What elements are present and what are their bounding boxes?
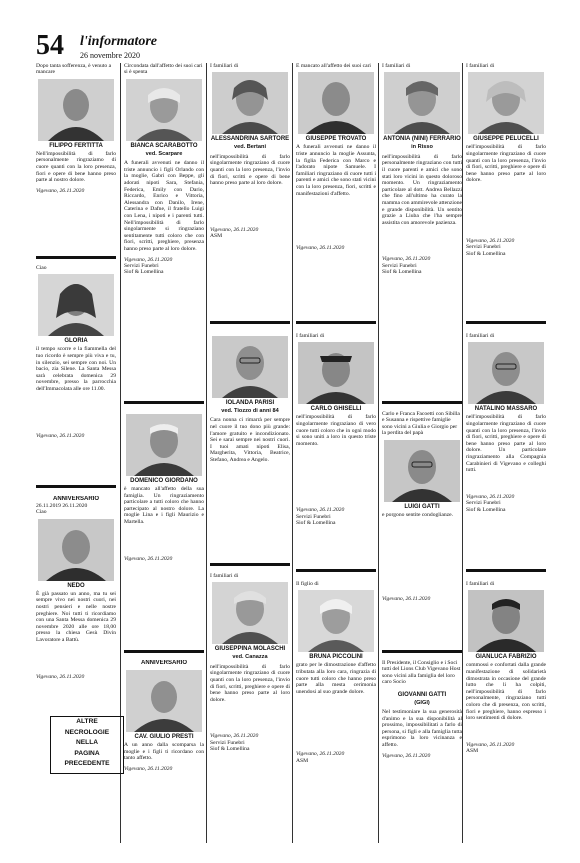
notice-place-date: Vigevano, 26.11.2020 xyxy=(124,555,173,562)
column-rule xyxy=(462,63,463,843)
deceased-name: NEDO xyxy=(67,582,85,589)
funeral-service: Servizi Funebri xyxy=(124,262,159,269)
more-obituaries-box xyxy=(50,716,124,774)
obituary-notice xyxy=(210,333,290,464)
deceased-name: DOMENICO GIORDANO xyxy=(130,478,198,484)
notice-intro: Ciao xyxy=(36,509,47,516)
portrait-photo xyxy=(298,72,374,134)
deceased-name: GIUSEPPE TROVATO xyxy=(305,136,367,143)
column-rule xyxy=(378,63,379,843)
portrait-photo xyxy=(468,590,544,652)
obituary-notice xyxy=(296,63,376,252)
funeral-service: ASM xyxy=(466,748,479,755)
notice-intro: Circondata dall'affetto dei suoi cari si è spenta xyxy=(124,63,203,76)
deceased-married-name: in Risso xyxy=(411,144,433,151)
obituary-notice xyxy=(36,496,116,680)
deceased-name: CARLO GHISELLI xyxy=(310,406,362,413)
deceased-married-name: ved. Bertani xyxy=(233,144,267,151)
notice-text: nell'impossibilità di farlo singolarmente ringraziano di cuore quanti con la loro presenza, l'invio di fiori, scritti, preghiere e opere di bene hanno preso parte al loro dolore. xyxy=(210,663,290,703)
deceased-name: CAV. GIULIO PRESTI xyxy=(134,734,194,740)
portrait-photo xyxy=(126,414,202,476)
notice-intro: I familiari di xyxy=(466,581,495,587)
funeral-service-name: Siof & Lomellina xyxy=(210,746,250,753)
portrait-photo xyxy=(384,440,460,502)
notice-text: È già passato un anno, ma tu sei sempre vivo nei nostri cuori, nei nostri pensieri e nelle nostre preghiere. Noi tutti ti ricordiamo con una Santa Messa domenica 29 novembre 2020 alle ore 18,00 presso la chiesa Gesù Divin Lavoratore a Battù. xyxy=(36,590,116,643)
notice-separator xyxy=(382,401,462,404)
notice-text: nell'impossibilità di farlo personalmente ringraziano con tutti il cuore parenti e amici che sono stati loro vicini in questo doloroso momento. Un ringraziamento particolare al dott. Andrea Bellazzi che fino all'ultimo ha curato la mamma con ammirevole attenzione e grande disponibilità. Un sentito grazie a Liuba che l'ha sempre assistita con amorevole pazienza. xyxy=(382,153,462,226)
notice-text: Cara nonna ci rimarrà per sempre nel cuore il tuo dono più grande: l'amore gratuito e incondizionato. Sei e sarai sempre nei nostri cuori. I tuoi amati nipoti Elisa, Margherita, Vittoria, Beatrice, Stefano, Andrea e Angelo. xyxy=(210,417,290,463)
notice-separator xyxy=(36,256,116,259)
obituary-notice xyxy=(382,411,462,603)
deceased-name: GIOVANNI GATTI xyxy=(397,691,447,698)
portrait-photo xyxy=(212,582,288,644)
notice-intro: Dopo tanta sofferenza, è venuto a mancare xyxy=(36,63,112,76)
notice-place-date: Vigevano, 26.11.2020 xyxy=(36,432,85,439)
obituary-notice xyxy=(382,63,462,276)
notice-place-date: Vigevano, 26.11.2020 xyxy=(382,752,431,759)
obituaries-grid xyxy=(36,63,544,843)
notice-separator xyxy=(124,650,204,653)
notice-text: è mancato all'affetto della sua famiglia. Un ringraziamento particolare a tutti coloro che hanno partecipato al nostro dolore. La moglie Lina e i figli Maurizio e Martella. xyxy=(124,486,204,525)
portrait-photo xyxy=(384,72,460,134)
notice-place-date: Vigevano, 26.11.2020 xyxy=(296,245,345,252)
notice-text: A un anno dalla scomparsa la moglie e i figli ti ricordano con tanto affetto. xyxy=(124,742,204,762)
obituary-notice xyxy=(382,660,462,759)
obituary-notice xyxy=(210,63,290,240)
notice-text: e porgono sentite condoglianze. xyxy=(382,511,454,518)
notice-place-date: Vigevano, 26.11.2020 xyxy=(382,596,431,603)
deceased-name: IOLANDA PARISI xyxy=(225,400,275,406)
obituary-notice xyxy=(296,333,376,527)
notice-separator xyxy=(466,569,546,572)
notice-intro: I familiari di xyxy=(466,63,495,69)
notice-place-date: Vigevano, 26.11.2020 xyxy=(296,751,345,758)
portrait-photo xyxy=(298,342,374,404)
notice-text: Nel testimoniare la sua generosità d'animo e la sua disponibilità al prossimo, impossibilitati a farlo di persona, si figli e alla famiglia tutta esprimono la loro vicinanza e affetto. xyxy=(382,709,462,748)
portrait-photo xyxy=(212,72,288,134)
funeral-service: Servizi Funebri xyxy=(466,244,501,251)
anniversary-dates: 26.11.2019 26.11.2020 xyxy=(36,503,88,509)
deceased-name: LUIGI GATTI xyxy=(404,503,440,510)
notice-text: A funerali avvenuti ne danno il triste annuncio la moglie Assunta, la figlia Federica con Marco e l'adorato nipote Samuele. I familiari ringraziano di cuore tutti i parenti e amici che sono stati vicini con la loro presenza, fiori, scritti e manifestazioni d'affetto. xyxy=(296,144,376,197)
newspaper-brand: l'informatore xyxy=(80,34,158,49)
notice-separator xyxy=(296,321,376,324)
more-box-line: NELLA xyxy=(76,739,98,747)
notice-intro: I familiari di xyxy=(296,333,325,339)
deceased-married-name: ved. Scarpare xyxy=(145,150,183,157)
funeral-service: Servizi Funebri xyxy=(210,739,245,746)
notice-place-date: Vigevano, 26.11.2020 xyxy=(36,673,85,680)
obituary-notice xyxy=(124,411,204,562)
obituary-notice xyxy=(296,581,376,764)
notice-separator xyxy=(382,650,462,653)
notice-intro: I familiari di xyxy=(210,63,239,69)
notice-text: grato per le dimostrazione d'affetto tributata alla loro cara, ringrazia di cuore tutti coloro che hanno preso parte alla mesta cerimonia unendosi al suo grande dolore. xyxy=(296,662,376,695)
portrait-photo xyxy=(126,670,202,732)
notice-text: il tempo scorre e la fiammella del tuo ricordo è sempre più viva e tu, in silenzio, sei sempre con noi. Un bacio, zia Silene. La Santa Messa sarà celebrata domenica 29 novembre, presso la parrocchia dell'Immacolata alle ore 11.00. xyxy=(36,346,116,392)
page-number: 54 xyxy=(36,30,64,61)
column-rule xyxy=(292,63,293,843)
obituary-notice xyxy=(124,660,204,772)
deceased-name: ANTONIA (NINI) FERRARIO xyxy=(383,136,461,143)
deceased-married-name: ved. Canazza xyxy=(232,654,268,661)
page-header xyxy=(36,32,556,60)
notice-intro: Il Presidente, il Consiglio e i Soci tutti del Lions Club Vigevano Host sono vicini alla famiglia del loro caro Socio xyxy=(382,660,461,686)
column-5 xyxy=(382,63,462,843)
deceased-name: GLORIA xyxy=(64,338,88,345)
funeral-service: ASM xyxy=(296,757,309,764)
deceased-name: GIANLUCA FABRIZIO xyxy=(475,654,537,661)
notice-place-date: Vigevano, 26.11.2020 xyxy=(466,237,515,244)
funeral-service-name: Siof & Lomellina xyxy=(466,250,506,257)
deceased-married-name: ved. Tiozzo di anni 84 xyxy=(221,408,279,414)
notice-place-date: Vigevano, 26.11.2020 xyxy=(210,733,259,740)
funeral-service-name: Siof & Lomellina xyxy=(296,520,336,527)
obituary-notice xyxy=(124,63,204,276)
notice-intro: È mancato all'affetto dei suoi cari xyxy=(296,63,371,69)
deceased-nickname: (GIGI) xyxy=(414,699,430,706)
notice-place-date: Vigevano, 26.11.2020 xyxy=(124,256,173,263)
notice-place-date: Vigevano, 26.11.2020 xyxy=(210,226,259,233)
column-rule xyxy=(206,63,207,843)
deceased-name: ALESSANDRINA SARTORE xyxy=(210,136,290,143)
notice-separator xyxy=(124,401,204,404)
funeral-service: Servizi Funebri xyxy=(382,262,417,269)
notice-intro: I familiari di xyxy=(210,573,239,579)
portrait-photo xyxy=(126,79,202,141)
notice-separator xyxy=(210,563,290,566)
column-6 xyxy=(466,63,546,843)
portrait-photo xyxy=(38,519,114,581)
notice-text: A funerali avvenuti ne danno il triste annuncio i figli Orlando con la moglie, Gabri con Beppe, gli adorati nipoti Sara, Stefania, Federica, Emily con Dario, Riccardo, Enrico e Vittoria, Alessandra con Danilo, Irene, Caterina e Dafne, il fratello Luigi con Lena, i nipoti e i parenti tutti. Nell'impossibilità di farlo singolarmente si ringraziano sentitamente tutti coloro che con fiori, scritti, preghiere, presenza hanno preso parte al loro dolore. xyxy=(124,160,204,252)
notice-intro: I familiari di xyxy=(466,333,495,339)
notice-separator xyxy=(296,569,376,572)
column-3 xyxy=(210,63,290,843)
deceased-name: GIUSEPPE PELUCELLI xyxy=(473,136,539,143)
obituary-notice xyxy=(36,265,116,439)
notice-place-date: Vigevano, 26.11.2020 xyxy=(296,507,345,514)
portrait-photo xyxy=(38,79,114,141)
notice-separator xyxy=(466,321,546,324)
notice-text: Nell'impossibilità di farlo personalmente ringraziamo di cuore quanti con la loro presenza, fiori e opere di bene hanno preso parte al nostro dolore. xyxy=(36,150,116,184)
funeral-service-name: Siof & Lomellina xyxy=(466,506,506,513)
deceased-name: FILIPPO FERTITTA xyxy=(49,142,103,149)
notice-text: nell'impossibilità di farlo singolarmente ringraziano di vero cuore tutti coloro che in ogni modo si sono uniti a loro in questo triste momento. xyxy=(296,414,376,447)
portrait-photo xyxy=(298,590,374,652)
funeral-service: ASM xyxy=(210,233,223,240)
notice-text: nell'impossibilità di farlo singolarmente ringraziano di cuore quanti con la loro presenza, l'invio di fiori, scritti, preghiere e opere di bene hanno preso parte al loro dolore. xyxy=(466,144,546,184)
funeral-service-name: Siof & Lomellina xyxy=(382,269,422,276)
obituary-notice xyxy=(466,63,546,257)
anniversary-label: ANNIVERSARIO xyxy=(140,660,187,666)
notice-intro: Ciao xyxy=(36,265,47,271)
anniversary-label: ANNIVERSARIO xyxy=(52,496,99,502)
obituary-notice xyxy=(466,333,546,513)
more-box-line: PAGINA xyxy=(74,749,100,757)
column-1 xyxy=(36,63,116,843)
portrait-photo xyxy=(212,336,288,398)
notice-place-date: Vigevano, 26.11.2020 xyxy=(382,256,431,263)
obituary-notice xyxy=(36,63,116,194)
notice-intro: Carlo e Franca Facoetti con Sibilla e Susanna e rispettive famiglie sono vicini a Giulia e Giorgio per la perdita del papà xyxy=(382,411,460,437)
obituary-notice xyxy=(466,581,546,755)
deceased-name: BIANCA SCARABOTTO xyxy=(130,142,198,149)
column-2 xyxy=(124,63,204,843)
obituary-notice xyxy=(210,573,290,753)
portrait-photo xyxy=(468,342,544,404)
portrait-photo xyxy=(468,72,544,134)
notice-text: commossi e confortati dalla grande manifestazione di solidarietà dimostrata in occasione del grande lutto che li ha colpiti, nell'impossibilità di farlo personalmente, ringraziano tutti coloro che di presenza, con scritti, fiori e preghiere, hanno espresso i loro sentimenti di dolore. xyxy=(466,662,546,722)
notice-place-date: Vigevano, 26.11.2020 xyxy=(36,187,85,194)
more-box-line: ALTRE xyxy=(76,718,98,725)
issue-date: 26 novembre 2020 xyxy=(80,51,140,60)
notice-place-date: Vigevano, 26.11.2020 xyxy=(124,765,173,772)
more-box-line: NECROLOGIE xyxy=(64,728,110,736)
funeral-service-name: Siof & Lomellina xyxy=(124,269,164,276)
notice-separator xyxy=(36,485,116,488)
portrait-photo xyxy=(38,274,114,336)
notice-place-date: Vigevano, 26.11.2020 xyxy=(466,741,515,748)
notice-intro: Il figlio di xyxy=(296,581,319,587)
notice-intro: I familiari di xyxy=(382,63,411,69)
notice-place-date: Vigevano, 26.11.2020 xyxy=(466,493,515,500)
funeral-service: Servizi Funebri xyxy=(296,513,331,520)
notice-separator xyxy=(210,321,290,324)
funeral-service: Servizi Funebri xyxy=(466,500,501,507)
deceased-name: GIUSEPPINA MOLASCHI xyxy=(214,646,286,653)
more-box-line: PRECEDENTE xyxy=(64,760,110,768)
notice-text: nell'impossibilità di farlo singolarmente ringraziano di cuore quanti con la loro presenza, l'invio di fiori, scritti e opere di bene hanno preso parte al loro dolore. xyxy=(210,153,290,187)
deceased-name: BRUNA PICCOLINI xyxy=(309,654,363,661)
notice-text: nell'impossibilità di farlo singolarmente ringraziano di cuore quanti con la loro presenza, l'invio di fiori, scritti, preghiere e opere di bene hanno preso parte al loro dolore. Un particolare ringraziamento alla Compagnia Carabinieri di Vigevano e colleghi tutti. xyxy=(466,414,546,474)
column-4 xyxy=(296,63,376,843)
deceased-name: NATALINO MASSARO xyxy=(474,406,538,413)
